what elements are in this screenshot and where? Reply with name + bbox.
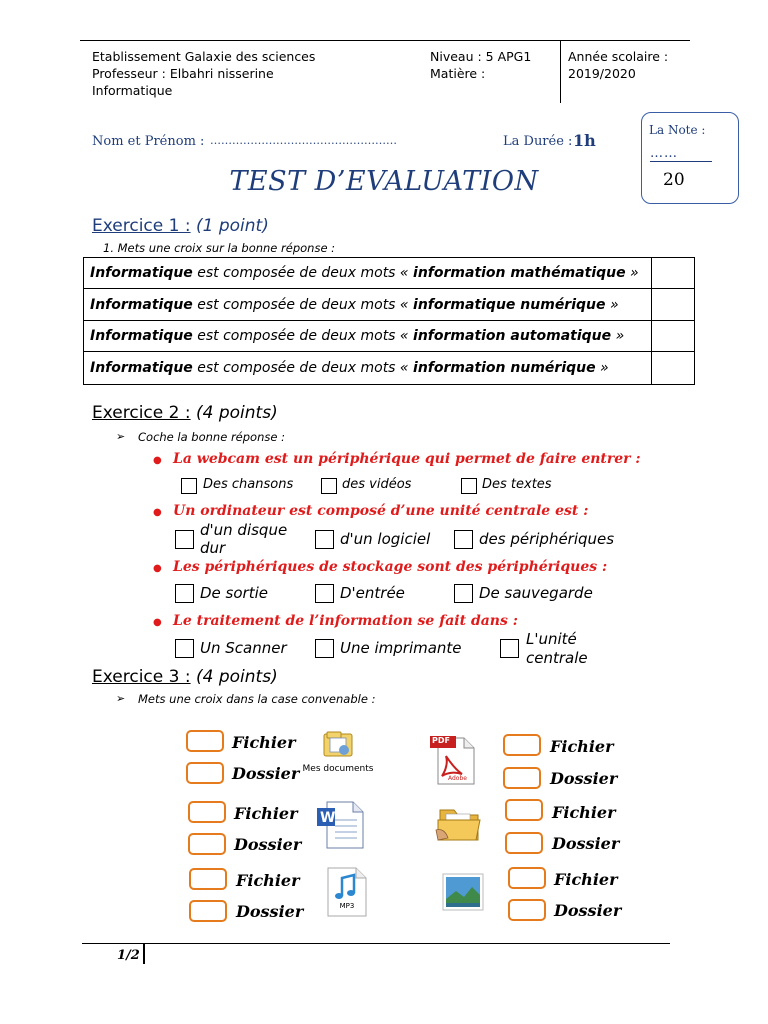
matter-label: Matière : [430,66,486,81]
checkbox-unite-centrale[interactable] [500,639,519,658]
ex1-statement: Informatique est composée de deux mots « information numérique » [84,352,652,385]
ex2-q1: La webcam est un périphérique qui permet de faire entrer : [173,451,641,467]
mes-documents-caption: Mes documents [302,764,374,774]
fichier-label: Fichier [232,733,296,752]
ex2-points: (4 points) [196,403,278,423]
checkbox-sortie[interactable] [175,584,194,603]
ex1-points: (1 point) [196,216,269,236]
dossier-box[interactable] [186,762,224,784]
ex3-points: (4 points) [196,667,278,687]
dossier-box[interactable] [188,833,226,855]
arrow-bullet-icon: ➢ [116,430,126,443]
name-label: Nom et Prénom : [92,134,205,149]
dossier-label: Dossier [550,769,618,788]
teacher-name: Professeur : Elbahri nisserine [92,66,274,81]
red-bullet-icon: ● [153,507,162,518]
checkbox-peripheriques[interactable] [454,530,473,549]
school-year: 2019/2020 [568,66,636,81]
level: Niveau : 5 APG1 [430,49,532,64]
ex2-instruction: Coche la bonne réponse : [138,430,285,444]
word-document-icon [315,800,367,850]
fichier-box[interactable] [188,801,226,823]
red-bullet-icon: ● [153,617,162,628]
checkbox-imprimante[interactable] [315,639,334,658]
option-label: Des textes [482,477,552,492]
dossier-box[interactable] [508,899,546,921]
option-label: L'unité [526,630,577,648]
duration-label: La Durée : [503,134,573,149]
pdf-icon [428,734,478,786]
option-label: De sortie [200,584,268,602]
option-label: des périphériques [479,530,615,548]
fichier-box[interactable] [505,799,543,821]
option-label: Des chansons [203,477,294,492]
ex1-statement: Informatique est composée de deux mots « information automatique » [84,321,652,352]
checkbox-sauvegarde[interactable] [454,584,473,603]
year-label: Année scolaire : [568,49,669,64]
adobe-label: Adobe [448,775,467,782]
dossier-box[interactable] [505,832,543,854]
checkbox-textes[interactable] [461,478,477,494]
checkbox-logiciel[interactable] [315,530,334,549]
fichier-label: Fichier [550,737,614,756]
option-label: dur [200,539,226,557]
ex1-answer-box[interactable] [652,258,695,289]
ex1-instruction: 1. Mets une croix sur la bonne réponse : [103,241,336,255]
checkbox-scanner[interactable] [175,639,194,658]
school-name: Etablissement Galaxie des sciences [92,49,316,64]
dossier-label: Dossier [552,834,620,853]
ex1-answer-box[interactable] [652,321,695,352]
arrow-bullet-icon: ➢ [116,692,126,705]
option-label: d'un disque [200,521,288,539]
checkbox-disque-dur[interactable] [175,530,194,549]
grade-label: La Note : [649,123,706,137]
ex1-answer-box[interactable] [652,352,695,385]
dossier-label: Dossier [236,902,304,921]
dossier-label: Dossier [232,764,300,783]
page-title: TEST D’EVALUATION [229,166,539,197]
dossier-label: Dossier [554,901,622,920]
folder-icon [434,800,484,848]
dossier-box[interactable] [189,900,227,922]
name-field[interactable]: …………………………………………… [210,134,397,147]
option-label: des vidéos [342,477,412,492]
fichier-box[interactable] [508,867,546,889]
fichier-label: Fichier [236,871,300,890]
mp3-icon [322,866,372,918]
grade-total: 20 [663,170,685,190]
mes-documents-icon [300,730,376,782]
option-label: Un Scanner [200,639,287,657]
fichier-box[interactable] [503,734,541,756]
ex1-statement: Informatique est composée de deux mots « informatique numérique » [84,289,652,321]
ex1-answer-box[interactable] [652,289,695,321]
ex3-title [92,667,278,687]
ex3-heading: Exercice 3 : [92,667,191,687]
ex1-title [92,216,269,236]
checkbox-entree[interactable] [315,584,334,603]
table-row [84,321,695,352]
red-bullet-icon: ● [153,455,162,466]
pdf-label: PDF [432,736,450,745]
ex2-heading: Exercice 2 : [92,403,191,423]
fichier-label: Fichier [234,804,298,823]
svg-text:W: W [320,810,336,826]
page-number-divider [143,944,145,964]
footer-line [82,943,670,944]
grade-field[interactable]: …… [650,146,712,162]
ex2-title [92,403,278,423]
red-bullet-icon: ● [153,563,162,574]
table-row [84,258,695,289]
table-row [84,352,695,385]
subject-line: Informatique [92,83,173,98]
ex3-instruction: Mets une croix dans la case convenable : [138,692,376,706]
option-label: d'un logiciel [340,530,431,548]
ex1-heading: Exercice 1 : [92,216,191,236]
checkbox-videos[interactable] [321,478,337,494]
mp3-label: MP3 [339,902,355,910]
option-label: centrale [526,649,588,667]
checkbox-chansons[interactable] [181,478,197,494]
fichier-box[interactable] [186,730,224,752]
option-label: De sauvegarde [479,584,593,602]
fichier-box[interactable] [189,868,227,890]
ex2-q2: Un ordinateur est composé d’une unité centrale est : [173,503,589,519]
ex1-statement: Informatique est composée de deux mots « information mathématique » [84,258,652,289]
fichier-label: Fichier [552,803,616,822]
fichier-label: Fichier [554,870,618,889]
option-label: D'entrée [340,584,405,602]
option-label: Une imprimante [340,639,462,657]
dossier-label: Dossier [234,835,302,854]
ex2-q3: Les périphériques de stockage sont des périphériques : [173,559,608,575]
duration-value: 1h [573,131,596,150]
page-number: 1/2 [117,948,140,963]
dossier-box[interactable] [503,767,541,789]
header-divider [560,41,561,103]
image-file-icon [442,873,484,911]
table-row [84,289,695,321]
ex2-q4: Le traitement de l’information se fait dans : [173,613,518,629]
ex1-table [83,257,695,385]
